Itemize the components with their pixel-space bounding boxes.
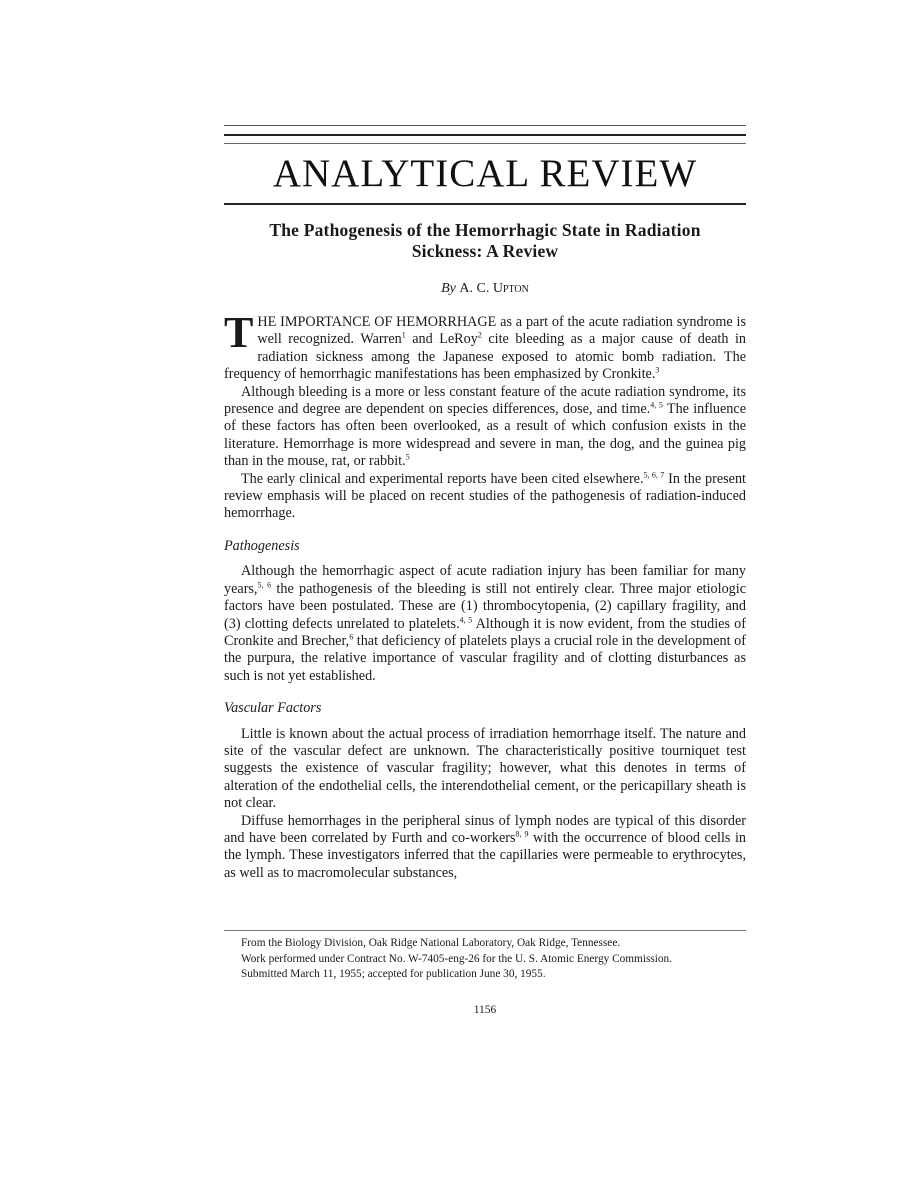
footnote-contract: Work performed under Contract No. W-7405-eng-26 for the U. S. Atomic Energy Commission. (241, 952, 673, 965)
footnote-submitted: Submitted March 11, 1955; accepted for publication June 30, 1955. (241, 968, 546, 980)
citation: 5, 6 (257, 579, 272, 589)
paragraph: Although bleeding is a more or less constant feature of the acute radiation syndrome, its presence and degree are dependent on species differences, dose, and time.$^{4, 5}$ The influence of these factors has often been overlooked, as a result of which confusion exists in the literature. Hemorrhage is more widespread and severe in man, the dog, and the guinea pig than in the mouse, rat, or rabbit.$^5$ (224, 383, 746, 470)
header-rule-lower (224, 143, 746, 144)
paragraph: Diffuse hemorrhages in the peripheral sinus of lymph nodes are typical of this disorder and have been correlated by Furth and co-workers$^{8, 9}$ with the occurrence of blood cells in the lymph. These investigators inferred that the capillaries were permeable to erythrocytes, as well as to macromolecular substances, (224, 812, 747, 881)
citation: 6 (349, 632, 354, 642)
paragraph-intro: THE IMPORTANCE OF HEMORRHAGE as a part of the acute radiation syndrome is well recognized. Warren$^1$ and LeRoy$^2$ cite bleeding as a major cause of death in radiation sickness among the Japanese exposed to atomic bomb radiation. The frequency of hemorrhagic manifestations has been emphasized by Cronkite.$^3$ (224, 308, 747, 383)
footnotes (224, 936, 746, 983)
subheading-pathogenesis: Pathogenesis (224, 537, 300, 554)
citation: 3 (655, 365, 660, 375)
citation: 5, 6, 7 (643, 469, 665, 479)
byline (224, 281, 746, 297)
header-rule-top (224, 125, 746, 126)
article-title (224, 220, 746, 262)
section-heading: ANALYTICAL REVIEW (272, 152, 698, 195)
article-body (224, 308, 747, 882)
subheading-vascular-factors: Vascular Factors (224, 700, 322, 717)
paragraph: The early clinical and experimental reports have been cited elsewhere.$^{5, 6, 7}$ In the present review emphasis will be placed on recent studies of the pathogenesis of radiation-induced hemorrhage. (224, 469, 746, 522)
paragraph: Little is known about the actual process of irradiation hemorrhage itself. The nature and site of the vascular defect are unknown. The characteristically positive tourniquet test suggests the existence of vascular fragility; however, what this denotes in terms of alteration of the endothelial cells, the interendothelial cement, or the pericapillary sheath is not clear. (224, 725, 746, 812)
byline-by: By (441, 281, 456, 296)
section-heading-underline (224, 203, 746, 205)
header-rule-middle (224, 134, 746, 136)
citation: 8, 9 (515, 829, 529, 839)
article-title-line2: Sickness: A Review (411, 241, 559, 261)
citation: 4, 5 (459, 614, 473, 624)
citation: 2 (477, 330, 482, 340)
article-title-line1: The Pathogenesis of the Hemorrhagic State in Radiation (269, 220, 701, 240)
page-number: 1156 (473, 1004, 497, 1016)
intro-caps: HE IMPORTANCE OF HEMORRHAGE (257, 314, 497, 330)
footnote-rule (224, 930, 746, 931)
citation: 5 (405, 452, 410, 462)
paragraph: Although the hemorrhagic aspect of acute radiation injury has been familiar for many years,$^{5, 6}$ the pathogenesis of the bleeding is still not entirely clear. Three major etiologic factors have been postulated. These are (1) thrombocytopenia, (2) capillary fragility, and (3) clotting defects unrelated to platelets.$^{4, 5}$ Although it is now evident, from the studies of Cronkite and Brecher,$^6$ that deficiency of platelets plays a crucial role in the development of the purpura, the relative importance of vascular fragility and of clotting disturbances as such is not yet established. (224, 563, 747, 684)
drop-cap: T (224, 308, 254, 357)
citation: 4, 5 (650, 400, 663, 410)
author-name: A. C. Upton (459, 281, 529, 296)
citation: 1 (401, 330, 406, 340)
footnote-affiliation: From the Biology Division, Oak Ridge National Laboratory, Oak Ridge, Tennessee. (241, 937, 621, 949)
